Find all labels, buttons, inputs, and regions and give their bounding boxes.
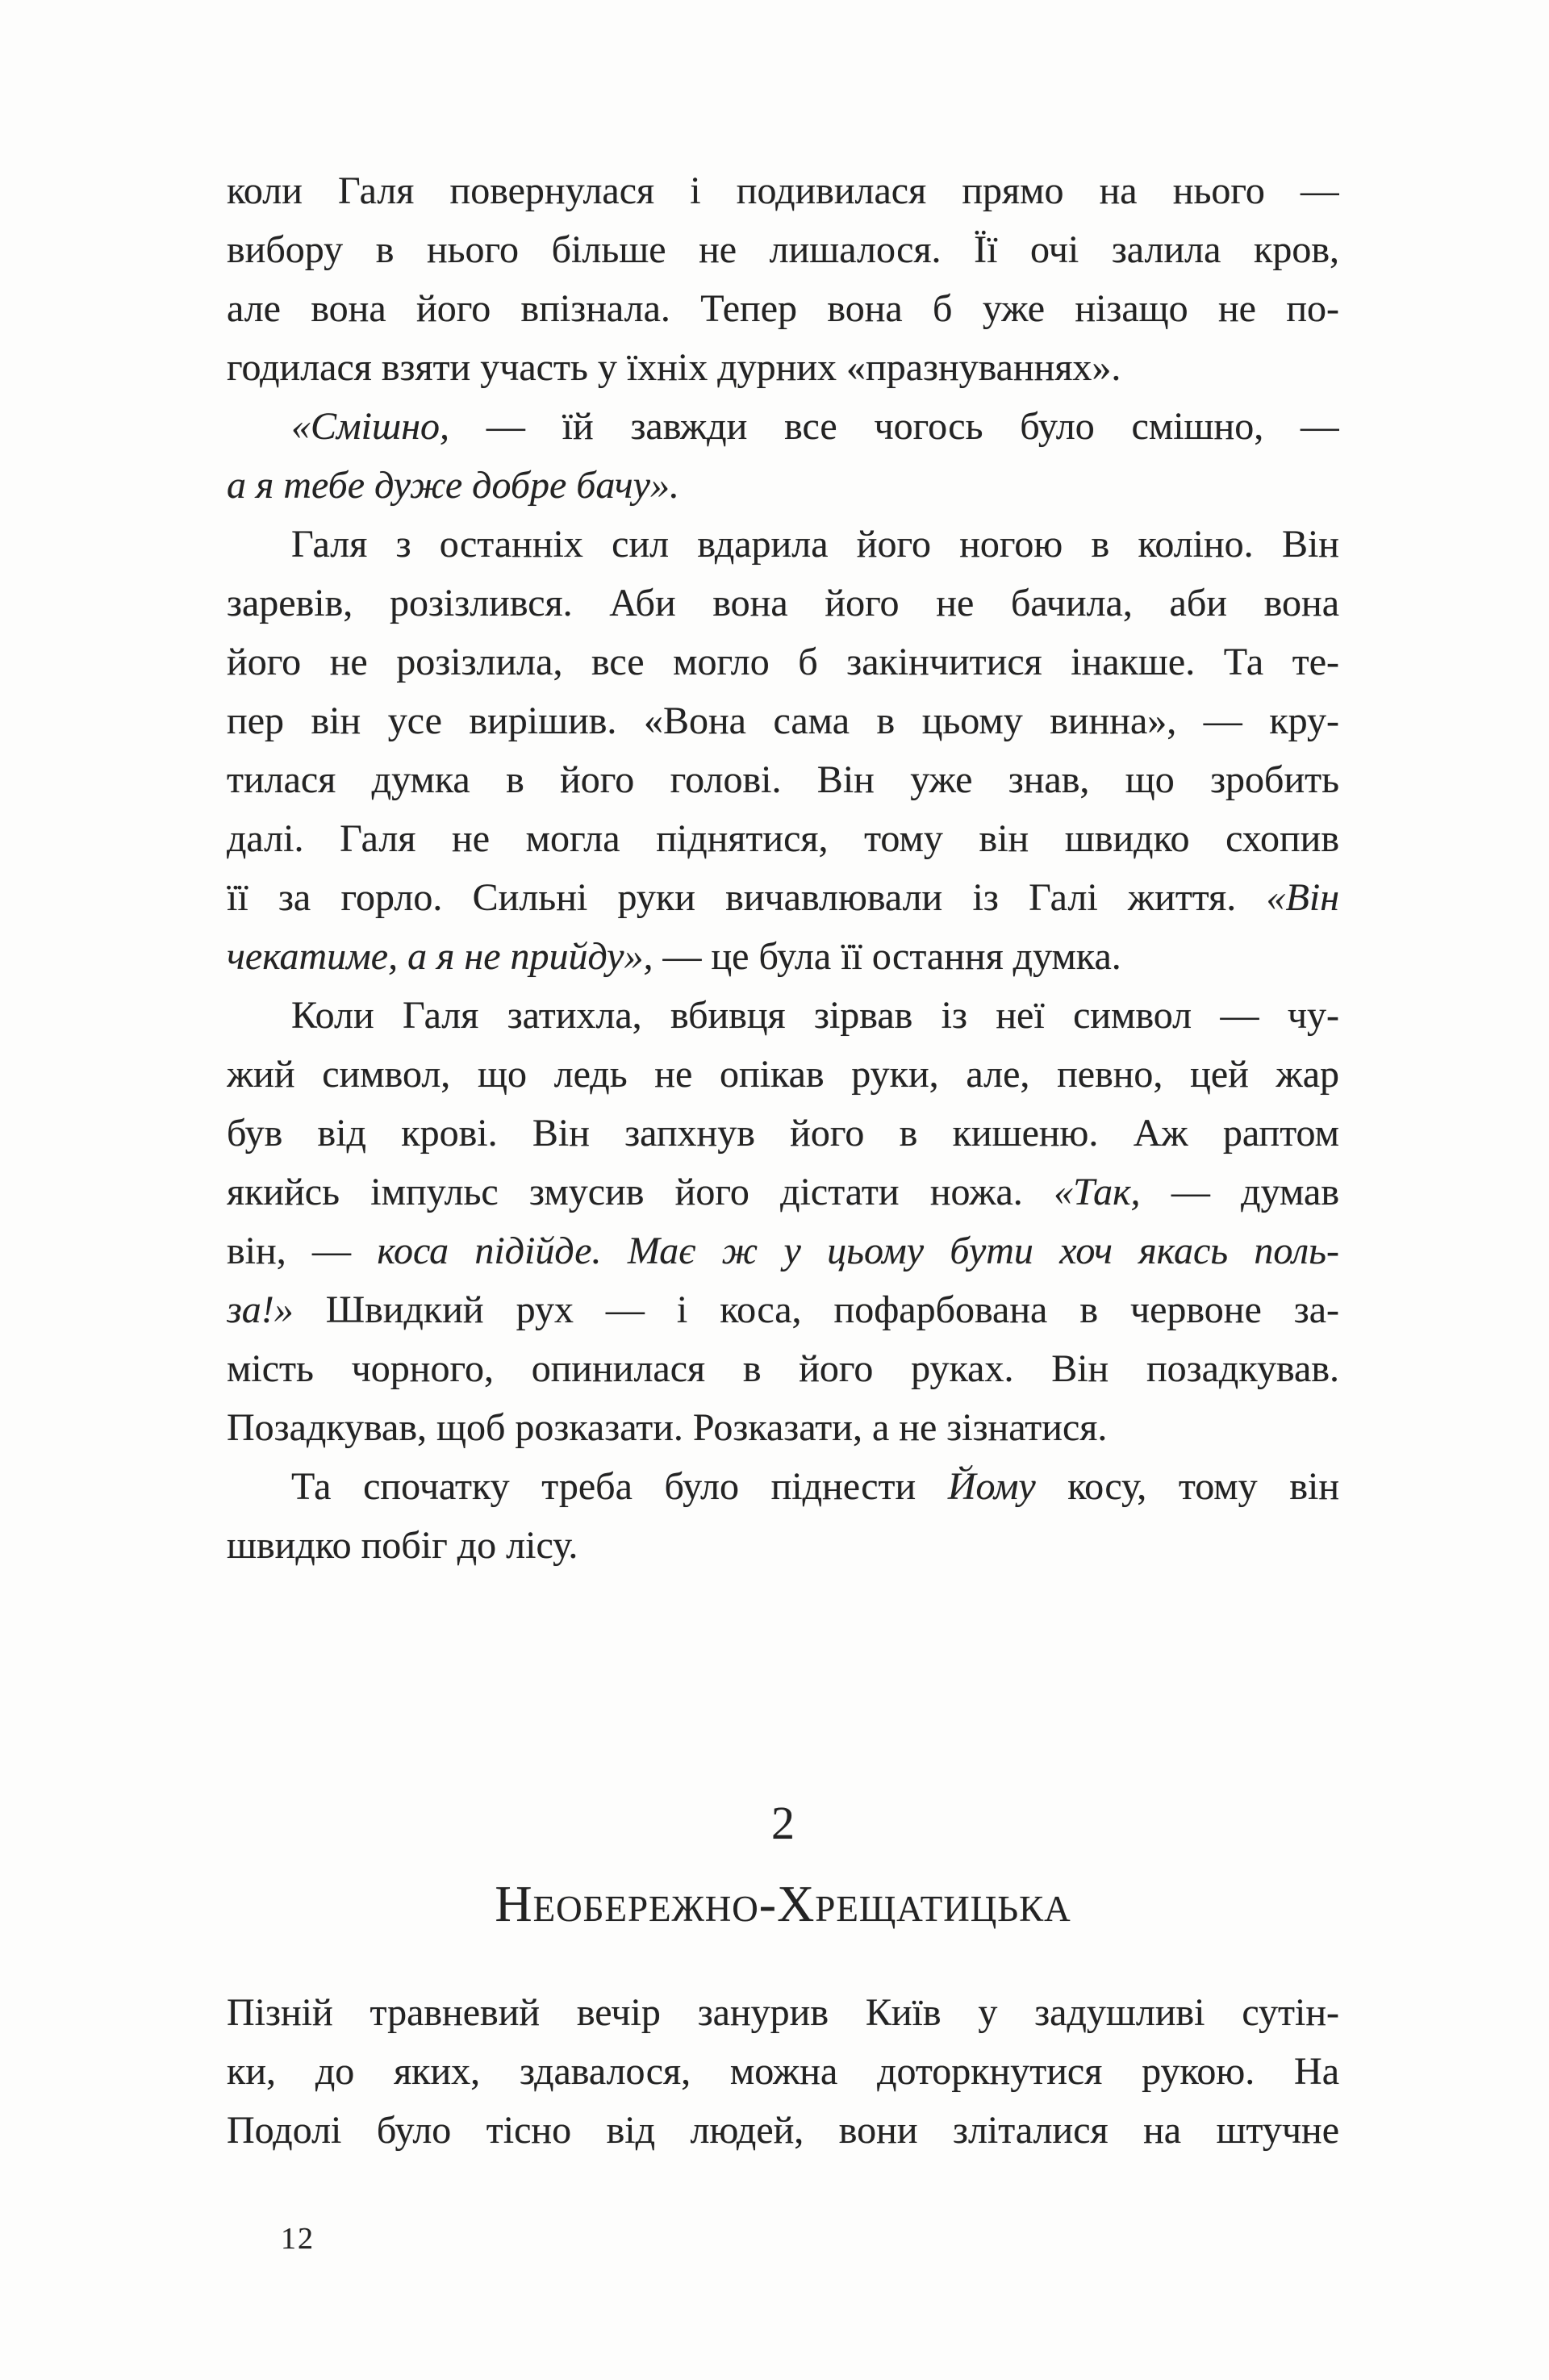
text-line xyxy=(227,1163,1339,1221)
italic-text-segment: «Смішно, xyxy=(291,405,450,448)
text-segment: ки, до яких, здавалося, можна доторкнутися рукою. На xyxy=(227,2050,1339,2093)
text-segment: швидко побіг до лісу. xyxy=(227,1524,578,1567)
text-line xyxy=(227,456,1339,515)
text-segment: його не розізлила, все могло б закінчитися інакше. Та те- xyxy=(227,641,1339,683)
text-line xyxy=(227,279,1339,338)
page-number: 12 xyxy=(281,2222,315,2256)
text-segment: тилася думка в його голові. Він уже знав, що зробить xyxy=(227,758,1339,801)
text-segment: Подолі було тісно від людей, вони зліталися на штучне xyxy=(227,2109,1339,2152)
text-segment: — їй завжди все чогось було смішно, — xyxy=(449,405,1339,448)
text-line xyxy=(227,1516,1339,1575)
text-segment: але вона його впізнала. Тепер вона б уже нізащо не по- xyxy=(227,287,1339,330)
text-segment: Позадкував, щоб розказати. Розказати, а не зізнатися. xyxy=(227,1406,1108,1449)
text-segment: коли Галя повернулася і подивилася прямо на нього — xyxy=(227,169,1339,212)
text-line xyxy=(227,691,1339,750)
text-line xyxy=(227,338,1339,397)
text-line xyxy=(227,1983,1339,2042)
text-segment: — це була її остання думка. xyxy=(662,935,1121,978)
text-line xyxy=(227,986,1339,1045)
text-line xyxy=(227,515,1339,574)
chapter-number: 2 xyxy=(771,1797,795,1849)
italic-text-segment: «Так, xyxy=(1054,1171,1141,1213)
paragraph xyxy=(227,1457,1339,1575)
text-segment: — думав xyxy=(1140,1171,1339,1213)
paragraph xyxy=(227,515,1339,986)
text-line xyxy=(227,633,1339,691)
italic-text-segment: за!» xyxy=(227,1288,294,1331)
text-segment: заревів, розізлився. Аби вона його не бачила, аби вона xyxy=(227,582,1339,624)
paragraph xyxy=(227,161,1339,397)
italic-text-segment: а я тебе дуже добре бачу». xyxy=(227,464,679,507)
paragraph xyxy=(227,986,1339,1457)
text-segment: пер він усе вирішив. «Вона сама в цьому винна», — кру- xyxy=(227,699,1339,742)
text-segment: Та спочатку треба було піднести xyxy=(291,1465,948,1508)
text-segment: вибору в нього більше не лишалося. Її очі залила кров, xyxy=(227,228,1339,271)
text-line xyxy=(227,809,1339,868)
text-segment: Коли Галя затихла, вбивця зірвав із неї символ — чу- xyxy=(291,994,1339,1037)
chapter-title: Необережно-Хрещатицька xyxy=(495,1875,1071,1932)
body-text-before-heading xyxy=(227,161,1339,1575)
paragraph xyxy=(227,1983,1339,2160)
body-text-after-heading xyxy=(227,1983,1339,2160)
text-line xyxy=(227,1221,1339,1280)
text-line xyxy=(227,2042,1339,2101)
text-segment: був від крові. Він запхнув його в кишеню. Аж раптом xyxy=(227,1112,1339,1155)
italic-text-segment: коса підійде. Має ж у цьому бути хоч якась поль- xyxy=(377,1230,1339,1272)
text-segment: мість чорного, опинилася в його руках. Він позадкував. xyxy=(227,1347,1339,1390)
text-line xyxy=(227,1457,1339,1516)
text-line xyxy=(227,161,1339,220)
text-segment: годилася взяти участь у їхніх дурних «празнуваннях». xyxy=(227,346,1121,389)
text-line xyxy=(227,397,1339,456)
text-line xyxy=(227,1045,1339,1104)
text-segment: Швидкий рух — і коса, пофарбована в червоне за- xyxy=(293,1288,1339,1331)
text-segment: жий символ, що ледь не опікав руки, але, певно, цей жар xyxy=(227,1053,1339,1096)
italic-text-segment: чекатиме, а я не прийду», xyxy=(227,935,663,978)
text-line xyxy=(227,574,1339,633)
italic-text-segment: Йому xyxy=(947,1465,1036,1508)
text-segment: Пізній травневий вечір занурив Київ у задушливі сутін- xyxy=(227,1991,1339,2034)
text-segment: Галя з останніх сил вдарила його ногою в коліно. Він xyxy=(291,523,1339,566)
text-line xyxy=(227,927,1339,986)
text-line xyxy=(227,868,1339,927)
text-segment: він, — xyxy=(227,1230,378,1272)
text-segment: її за горло. Сильні руки вичавлювали із Галі життя. xyxy=(227,876,1267,919)
text-segment: якийсь імпульс змусив його дістати ножа. xyxy=(227,1171,1054,1213)
paragraph xyxy=(227,397,1339,515)
italic-text-segment: «Він xyxy=(1266,876,1339,919)
text-line xyxy=(227,1280,1339,1339)
text-line xyxy=(227,1398,1339,1457)
text-line xyxy=(227,1104,1339,1163)
text-line xyxy=(227,220,1339,279)
text-segment: косу, тому він xyxy=(1035,1465,1339,1508)
text-line xyxy=(227,750,1339,809)
text-line xyxy=(227,1339,1339,1398)
text-line xyxy=(227,2101,1339,2160)
text-segment: далі. Галя не могла піднятися, тому він швидко схопив xyxy=(227,817,1339,860)
